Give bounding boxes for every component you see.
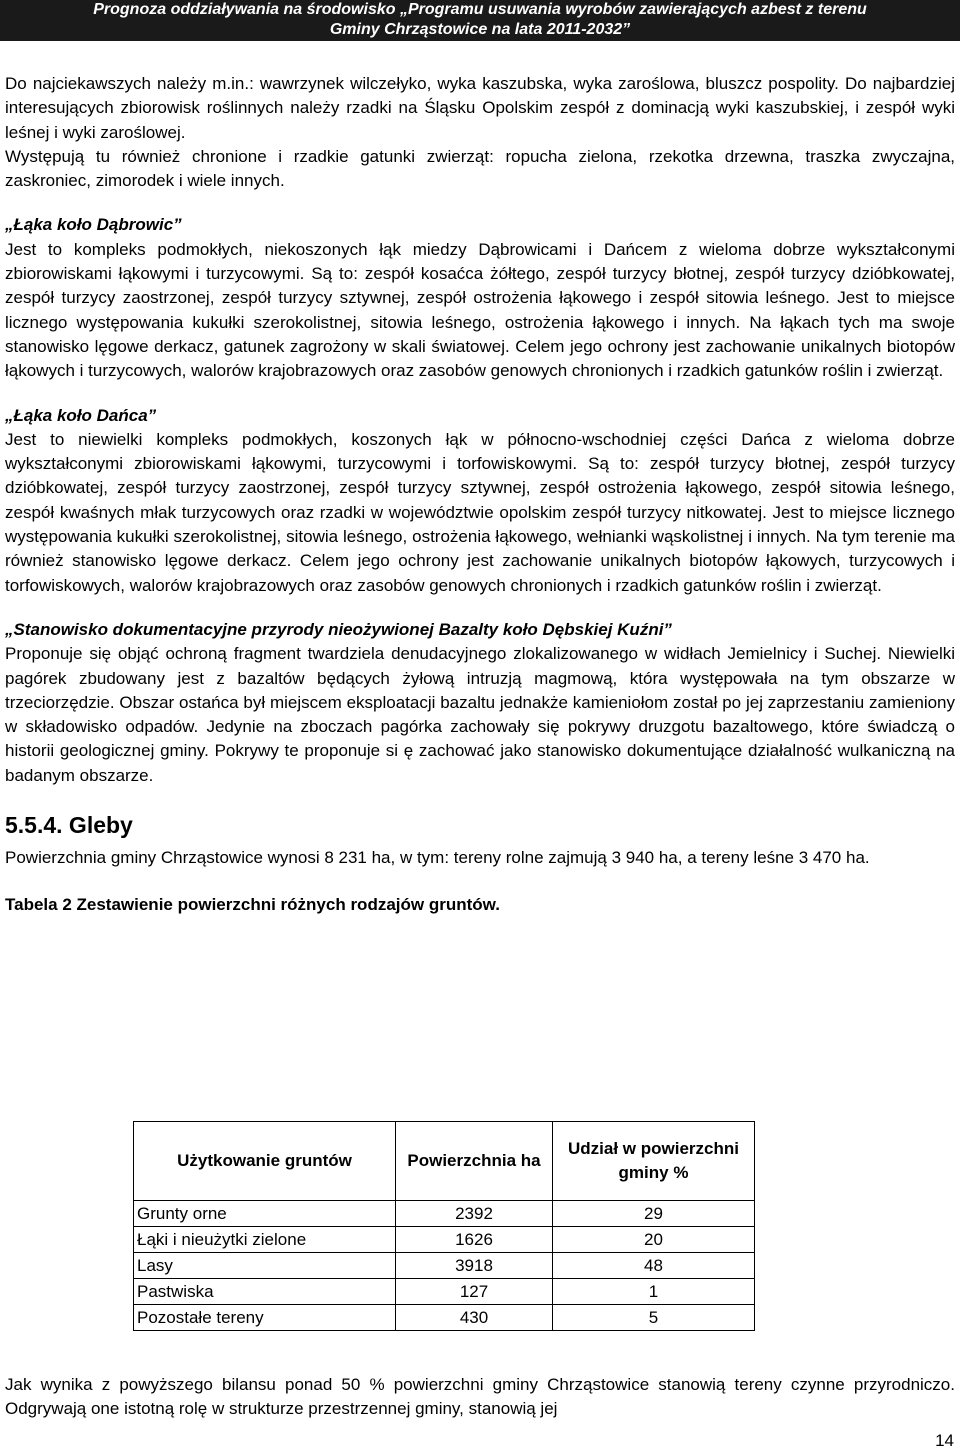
- table-cell: Grunty orne: [134, 1201, 396, 1227]
- paragraph-laka-danca: Jest to niewielki kompleks podmokłych, koszonych łąk w północno-wschodniej części Dańca z wieloma dobrze wykształconymi zbiorowiskami łąkowymi, turzycowymi i torfowiskowymi. Są to: zespół turzycy błotnej, zespół turzycy dzióbkowatej, zespół turzycy zaostrzonej, zespół turzycy sztywnej, zespół ostrożenia łąkowego, zespół sitowia leśnego, zespół kwaśnych młak turzycowych oraz rzadki w województwie opolskim zespół turzycy nitkowatej. Jest to miejsce licznego występowania kukułki szerokolistnej, sitowia leśnego, ostrożenia łąkowego, wełnianki wąskolistnej i innych. Na tym terenie ma również stanowisko lęgowe derkacz. Celem jego ochrony jest zachowanie unikalnych biotopów łąkowych, turzycowych i torfowiskowych, walorów krajobrazowych oraz zasobów genowych chronionych i rzadkich gatunków roślin i zwierząt.: [5, 429, 955, 595]
- table-row: [134, 1305, 755, 1331]
- paragraph-summary: Jak wynika z powyższego bilansu ponad 50 % powierzchni gminy Chrząstowice stanowią tereny czynne przyrodniczo. Odgrywają one istotną rolę w strukturze przestrzennej gminy, stanowią jej: [5, 1375, 955, 1419]
- table-row: [134, 1253, 755, 1279]
- heading-bazalty: „Stanowisko dokumentacyjne przyrody nieożywionej Bazalty koło Dębskiej Kuźni”: [5, 619, 672, 639]
- table-cell: 1: [553, 1279, 755, 1305]
- table-cell: 20: [553, 1227, 755, 1253]
- land-use-table: [133, 1121, 755, 1331]
- table-cell: Lasy: [134, 1253, 396, 1279]
- paragraph-intro: Do najciekawszych należy m.in.: wawrzynek wilczełyko, wyka kaszubska, wyka zaroślowa, bluszcz pospolity. Do najbardziej interesujących zbiorowisk roślinnych należy rzadki na Śląsku Opolskim zespół z dominacją wyki kaszubskiej, i zespół wyki leśnej i wyki zaroślowej.: [5, 74, 955, 142]
- table-caption: Tabela 2 Zestawienie powierzchni różnych rodzajów gruntów.: [5, 895, 500, 915]
- header-line-1: Prognoza oddziaływania na środowisko „Programu usuwania wyrobów zawierających azbest z terenu: [93, 1, 867, 18]
- section-title-gleby: 5.5.4. Gleby: [5, 812, 133, 839]
- table-row: [134, 1201, 755, 1227]
- table-cell: 2392: [396, 1201, 553, 1227]
- header-line-2: Gminy Chrząstowice na lata 2011-2032”: [329, 21, 631, 38]
- page-number: 14: [935, 1431, 954, 1450]
- table-cell: Pozostałe tereny: [134, 1305, 396, 1331]
- heading-laka-dabrowic: „Łąka koło Dąbrowic”: [5, 215, 182, 235]
- table-cell: 430: [396, 1305, 553, 1331]
- column-header: Powierzchnia ha: [396, 1122, 553, 1201]
- table-header-row: [134, 1122, 755, 1201]
- table-row: [134, 1279, 755, 1305]
- body-text: [5, 72, 955, 918]
- paragraph-animals: Występują tu również chronione i rzadkie gatunki zwierząt: ropucha zielona, rzekotka drzewna, traszka zwyczajna, zaskroniec, zimorodek i wiele innych.: [5, 146, 955, 191]
- table-cell: Łąki i nieużytki zielone: [134, 1227, 396, 1253]
- paragraph-bazalty: Proponuje się objąć ochroną fragment twardziela denudacyjnego zlokalizowanego w widłach Jemielnicy i Suchej. Niewielki pagórek zbudowany jest z bazaltów będących żyłową intruzją magmową, która występowała na tym obszarze w trzeciorzędzie. Obszar ostańca był miejscem eksploatacji bazaltu jednakże kamieniołom został po jej zaprzestaniu zamieniony w składowisko odpadów. Jedynie na zboczach pagórka zachowały się pokrywy druzgotu bazaltowego, które świadczą o historii geologicznej gminy. Pokrywy te proponuje si ę zachować jako stanowisko dokumentujące działalność wulkaniczną na badanym obszarze.: [5, 644, 955, 785]
- table-cell: 48: [553, 1253, 755, 1279]
- table-cell: 1626: [396, 1227, 553, 1253]
- table-cell: 5: [553, 1305, 755, 1331]
- table-cell: Pastwiska: [134, 1279, 396, 1305]
- page-header: [0, 0, 960, 41]
- paragraph-laka-dabrowic: Jest to kompleks podmokłych, niekoszonych łąk miedzy Dąbrowicami i Dańcem z wieloma dobrze wykształconymi zbiorowiskami łąkowymi i turzycowymi. Są to: zespół kosaćca żółtego, zespół turzycy błotnej, zespół turzycy dzióbkowatej, zespół turzycy zaostrzonej, zespół turzycy sztywnej, zespół ostrożenia łąkowego i zespół sitowia leśnego. Jest to miejsce licznego występowania kukułki szerokolistnej, sitowia leśnego, ostrożenia łąkowego i innych. Na łąkach tych ma swoje stanowisko lęgowe derkacz, gatunek zagrożony w skali światowej. Celem jego ochrony jest zachowanie unikalnych biotopów łąkowych i turzycowych, walorów krajobrazowych oraz zasobów genowych chronionych i rzadkich gatunków roślin i zwierząt.: [5, 239, 955, 381]
- table-cell: 3918: [396, 1253, 553, 1279]
- column-header: Użytkowanie gruntów: [134, 1122, 396, 1201]
- column-header: Udział w powierzchni gminy %: [553, 1122, 755, 1201]
- heading-laka-danca: „Łąka koło Dańca”: [5, 405, 157, 425]
- paragraph-gleby: Powierzchnia gminy Chrząstowice wynosi 8 231 ha, w tym: tereny rolne zajmują 3 940 ha, a tereny leśne 3 470 ha.: [5, 848, 870, 868]
- table-cell: 127: [396, 1279, 553, 1305]
- table-cell: 29: [553, 1201, 755, 1227]
- table-row: [134, 1227, 755, 1253]
